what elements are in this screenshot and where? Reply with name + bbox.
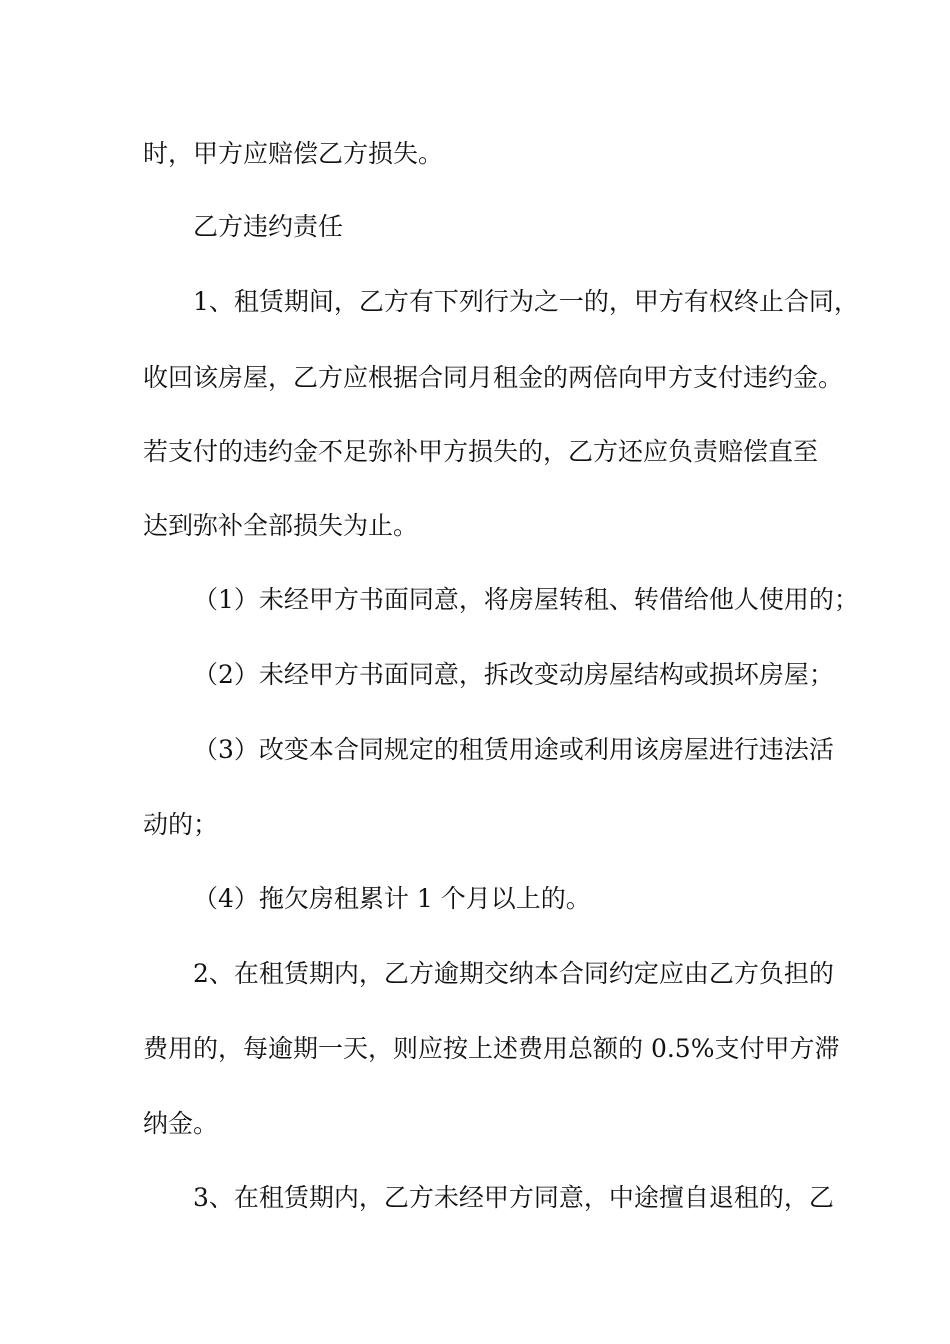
list-item: （1）未经甲方书面同意，将房屋转租、转借给他人使用的； (193, 585, 859, 614)
text-line: 3、在租赁期内，乙方未经甲方同意，中途擅自退租的，乙 (193, 1183, 834, 1212)
list-item: （2）未经甲方书面同意，拆改变动房屋结构或损坏房屋； (193, 660, 834, 689)
text-line: 若支付的违约金不足弥补甲方损失的，乙方还应负责赔偿直至 (143, 437, 819, 466)
list-item: （4）拖欠房租累计 1 个月以上的。 (193, 884, 591, 913)
text-line: 达到弥补全部损失为止。 (143, 511, 419, 540)
section-heading: 乙方违约责任 (193, 212, 344, 241)
text-line: 纳金。 (143, 1109, 219, 1138)
text-line: 动的； (143, 810, 219, 839)
text-line: 费用的，每逾期一天，则应按上述费用总额的 0.5%支付甲方滞 (143, 1034, 840, 1063)
text-line: 时，甲方应赔偿乙方损失。 (143, 139, 444, 168)
text-line: 1、租赁期间，乙方有下列行为之一的，甲方有权终止合同， (193, 287, 859, 316)
text-line: 2、在租赁期内，乙方逾期交纳本合同约定应由乙方负担的 (193, 959, 834, 988)
text-line: 收回该房屋，乙方应根据合同月租金的两倍向甲方支付违约金。 (143, 363, 844, 392)
list-item: （3）改变本合同规定的租赁用途或利用该房屋进行违法活 (193, 735, 834, 764)
